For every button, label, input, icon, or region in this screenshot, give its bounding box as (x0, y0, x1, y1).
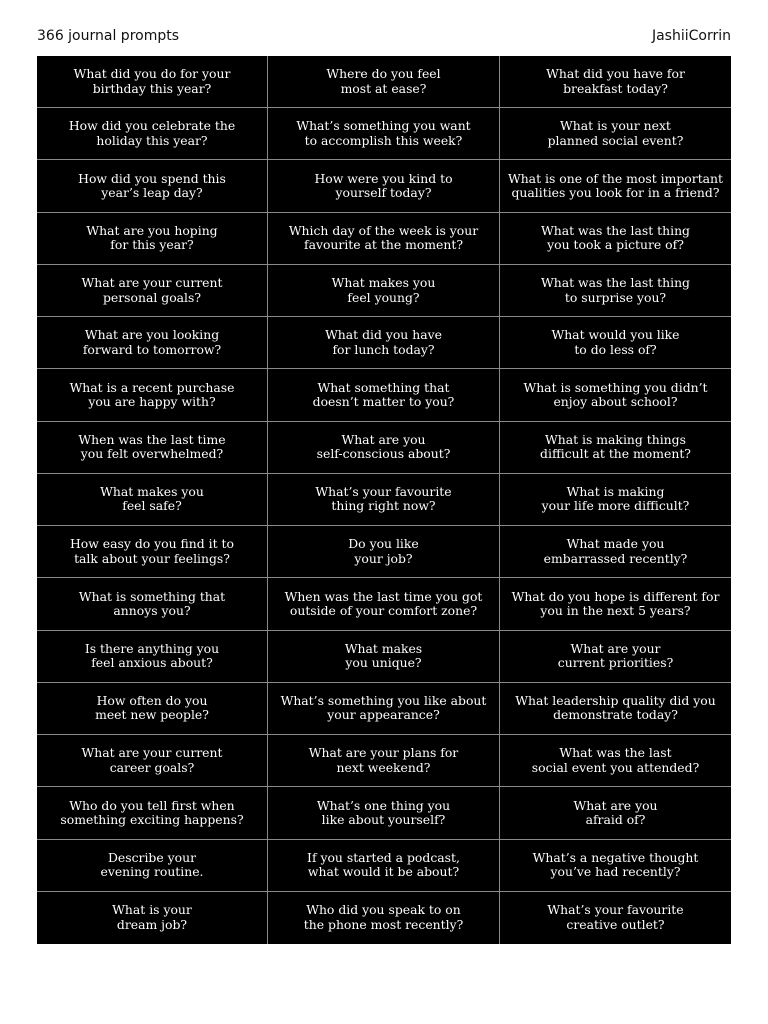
journal-prompt-card: What makes you feel safe? (37, 474, 268, 526)
journal-prompt-card: What made you embarrassed recently? (500, 526, 731, 578)
journal-prompt-card: What are your plans for next weekend? (268, 735, 500, 787)
journal-prompt-card: Who did you speak to on the phone most recently? (268, 892, 500, 944)
document-title: 366 journal prompts (37, 28, 180, 44)
journal-prompt-card: What is something you didn’t enjoy about school? (500, 369, 731, 421)
journal-prompt-card: What is something that annoys you? (37, 578, 268, 630)
journal-prompt-card: What’s a negative thought you’ve had recently? (500, 840, 731, 892)
journal-prompt-card: Describe your evening routine. (37, 840, 268, 892)
journal-prompt-card: What’s your favourite thing right now? (268, 474, 500, 526)
journal-prompt-card: What makes you unique? (268, 631, 500, 683)
journal-prompt-card: What are your current priorities? (500, 631, 731, 683)
journal-prompt-card: What something that doesn’t matter to you? (268, 369, 500, 421)
journal-prompt-card: When was the last time you got outside of your comfort zone? (268, 578, 500, 630)
journal-prompt-card: Who do you tell first when something exciting happens? (37, 787, 268, 839)
journal-prompt-card: What did you have for lunch today? (268, 317, 500, 369)
journal-prompt-card: What is one of the most important qualities you look for in a friend? (500, 160, 731, 212)
journal-prompt-card: How easy do you find it to talk about your feelings? (37, 526, 268, 578)
journal-prompt-card: Do you like your job? (268, 526, 500, 578)
journal-prompt-card: What are you hoping for this year? (37, 213, 268, 265)
journal-prompt-card: What would you like to do less of? (500, 317, 731, 369)
journal-prompt-card: What is making your life more difficult? (500, 474, 731, 526)
journal-prompt-card: What do you hope is different for you in the next 5 years? (500, 578, 731, 630)
journal-prompt-card: What makes you feel young? (268, 265, 500, 317)
journal-prompt-card: What’s your favourite creative outlet? (547, 902, 684, 932)
journal-prompt-card: Where do you feel most at ease? (268, 56, 500, 108)
journal-prompt-card: What is a recent purchase you are happy with? (37, 369, 268, 421)
journal-prompt-card: What are you self-conscious about? (268, 422, 500, 474)
page-header (37, 26, 731, 46)
journal-prompt-card: How did you spend this year’s leap day? (37, 160, 268, 212)
journal-prompt-card: What are you looking forward to tomorrow? (37, 317, 268, 369)
journal-prompt-card: How were you kind to yourself today? (268, 160, 500, 212)
journal-prompt-card: How did you celebrate the holiday this year? (37, 108, 268, 160)
journal-prompt-card: How often do you meet new people? (37, 683, 268, 735)
prompt-grid (37, 56, 731, 944)
journal-prompt-card: What is your next planned social event? (500, 108, 731, 160)
journal-prompt-card: What did you do for your birthday this year? (37, 56, 268, 108)
journal-prompt-card: What are your current personal goals? (37, 265, 268, 317)
author-name: JashiiCorrin (651, 28, 731, 44)
journal-prompt-card: What’s something you like about your appearance? (268, 683, 500, 735)
journal-prompt-card: What was the last thing you took a picture of? (500, 213, 731, 265)
journal-prompt-card: What was the last social event you attended? (500, 735, 731, 787)
journal-prompt-card: Is there anything you feel anxious about? (37, 631, 268, 683)
journal-prompt-card: What leadership quality did you demonstrate today? (500, 683, 731, 735)
journal-prompt-card: When was the last time you felt overwhelmed? (37, 422, 268, 474)
journal-prompt-card: What is making things difficult at the moment? (500, 422, 731, 474)
journal-prompt-card: What did you have for breakfast today? (500, 56, 731, 108)
journal-prompt-card: What’s something you want to accomplish this week? (268, 108, 500, 160)
journal-prompt-card: Which day of the week is your favourite at the moment? (268, 213, 500, 265)
journal-prompt-card: If you started a podcast, what would it be about? (268, 840, 500, 892)
journal-prompt-card: What are your current career goals? (37, 735, 268, 787)
journal-prompt-card: What’s one thing you like about yourself? (268, 787, 500, 839)
journal-prompt-card: What are you afraid of? (500, 787, 731, 839)
journal-prompt-card: What is your dream job? (37, 892, 268, 944)
journal-prompt-card: What was the last thing to surprise you? (500, 265, 731, 317)
